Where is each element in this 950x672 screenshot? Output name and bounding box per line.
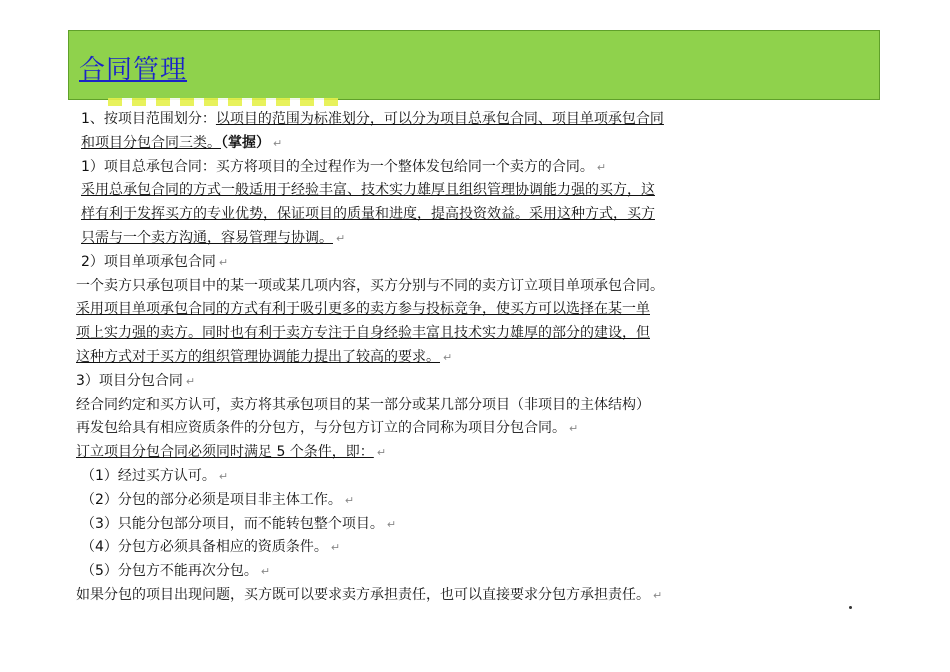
section-4-line-1 (76, 394, 836, 418)
text: 如果分包的项目出现问题，买方既可以要求卖方承担责任，也可以直接要求分包方承担责任。 (76, 586, 650, 603)
section-3-line-4 (76, 346, 836, 370)
section-4-line-2 (76, 417, 836, 441)
paragraph-mark: ↵ (376, 446, 387, 460)
condition-item (76, 489, 836, 513)
text: 项上实力强的卖方。同时也有利于卖方专注于自身经验丰富且技术实力雄厚的部分的建设，但 (76, 325, 650, 342)
text: 订立项目分包合同必须同时满足 5 个条件，即： (76, 444, 374, 461)
paragraph-mark: ↵ (336, 231, 346, 245)
text: （2）分包的部分必须是项目非主体工作。 (81, 491, 342, 508)
paragraph-mark: ↵ (218, 255, 229, 269)
text: 1、按项目范围划分： (81, 111, 216, 127)
condition-item (76, 536, 836, 560)
text: 只需与一个卖方沟通，容易管理与协调。 (81, 229, 333, 246)
paragraph-mark: ↵ (443, 350, 453, 364)
condition-item (76, 465, 836, 489)
text: 以项目的范围为标准划分，可以分为项目总承包合同、项目单项承包合同 (215, 111, 664, 127)
section-1-line-1 (76, 108, 836, 132)
paragraph-mark: ↵ (386, 517, 397, 531)
key-label: （掌握） (221, 134, 270, 151)
text: （5）分包方不能再次分包。 (81, 563, 258, 580)
paragraph-mark: ↵ (344, 493, 355, 507)
paragraph-mark: ↵ (330, 541, 341, 555)
section-3-line-1 (76, 275, 836, 299)
paragraph-mark: ↵ (653, 588, 663, 602)
paragraph-mark: ↵ (260, 565, 271, 579)
text: （3）只能分包部分项目，而不能转包整个项目。 (81, 515, 384, 532)
text: 2）项目单项承包合同 (81, 253, 216, 270)
section-3-line-3 (76, 322, 836, 346)
text: 经合同约定和买方认可，卖方将其承包项目的某一部分或某几部分项目（非项目的主体结构） (76, 396, 650, 413)
text: 这种方式对于买方的组织管理协调能力提出了较高的要求。 (76, 348, 440, 365)
page-title: 合同管理 (79, 55, 188, 85)
text: 3）项目分包合同 (76, 372, 183, 389)
text: 1）项目总承包合同：买方将项目的全过程作为一个整体发包给同一个卖方的合同。 (81, 158, 594, 175)
section-4-line-3 (76, 441, 836, 465)
section-2-line-2 (76, 203, 836, 227)
text: 再发包给具有相应资质条件的分包方，与分包方订立的合同称为项目分包合同。 (76, 420, 566, 437)
text: 样有利于发挥买方的专业优势，保证项目的质量和进度，提高投资效益。采用这种方式，买方 (81, 206, 655, 223)
paragraph-mark: ↵ (569, 422, 579, 436)
paragraph-mark: ↵ (273, 136, 283, 150)
section-2-heading (76, 156, 836, 180)
decorative-strip (108, 98, 338, 106)
section-2-line-1 (76, 179, 836, 203)
text: 采用项目单项承包合同的方式有利于吸引更多的卖方参与投标竞争，使买方可以选择在某一单 (76, 301, 650, 318)
text: （1）经过买方认可。 (81, 467, 216, 484)
title-banner (68, 30, 880, 100)
paragraph-mark: ↵ (218, 469, 229, 483)
section-3-heading (76, 251, 836, 275)
document-body (76, 108, 836, 608)
text: （4）分包方必须具备相应的资质条件。 (81, 539, 328, 556)
condition-item (76, 513, 836, 537)
dot-marker (849, 606, 852, 609)
section-4-heading (76, 370, 836, 394)
text: 和项目分包合同三类。 (81, 134, 221, 151)
text: 采用总承包合同的方式一般适用于经验丰富、技术实力雄厚且组织管理协调能力强的买方，这 (81, 182, 655, 199)
section-3-line-2 (76, 298, 836, 322)
text: 一个卖方只承包项目中的某一项或某几项内容，买方分别与不同的卖方订立项目单项承包合同。 (76, 277, 664, 294)
closing-line (76, 584, 836, 608)
section-1-line-2 (76, 132, 836, 156)
section-2-line-3 (76, 227, 836, 251)
paragraph-mark: ↵ (596, 160, 607, 174)
paragraph-mark: ↵ (185, 374, 196, 388)
condition-item (76, 560, 836, 584)
